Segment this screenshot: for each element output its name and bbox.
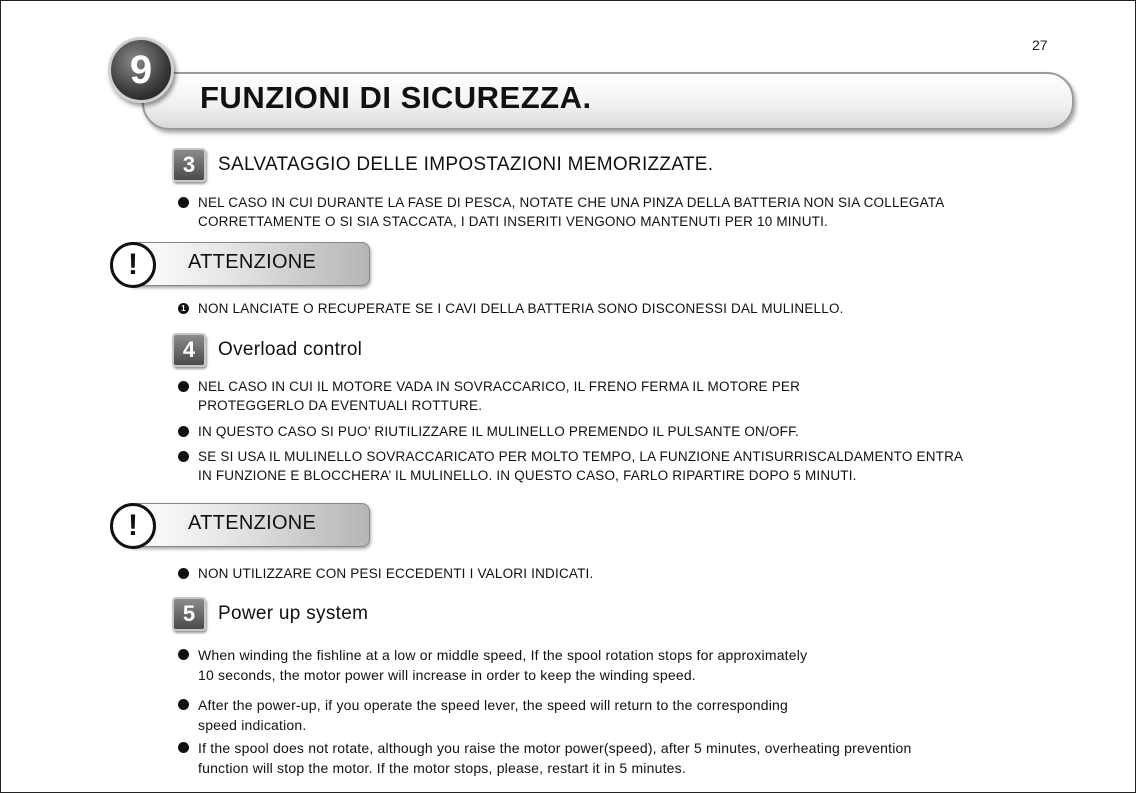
bullet-icon — [178, 649, 189, 660]
bullet-icon — [178, 451, 189, 462]
list-item-line: NEL CASO IN CUI IL MOTORE VADA IN SOVRACCARICO, IL FRENO FERMA IL MOTORE PER — [198, 379, 801, 394]
bullet-icon — [178, 699, 189, 710]
list-item-line: NON UTILIZZARE CON PESI ECCEDENTI I VALORI INDICATI. — [198, 566, 594, 581]
list-item-line: CORRETTAMENTE O SI SIA STACCATA, I DATI INSERITI VENGONO MANTENUTI PER 10 MINUTI. — [198, 214, 829, 229]
exclamation-icon: ! — [110, 242, 156, 288]
section-heading-3 — [172, 148, 713, 182]
chapter-title: FUNZIONI DI SICUREZZA. — [200, 80, 592, 115]
attention-banner — [110, 242, 370, 286]
list-item — [178, 645, 807, 685]
list-item-line: PROTEGGERLO DA EVENTUALI ROTTURE. — [198, 398, 483, 413]
bullet-icon — [178, 568, 189, 579]
list-item — [178, 447, 963, 485]
bullet-icon — [178, 426, 189, 437]
list-item — [178, 193, 944, 231]
list-item — [178, 422, 799, 441]
exclamation-icon: ! — [110, 503, 156, 549]
section-number-badge: 3 — [172, 148, 206, 182]
page-number: 27 — [1032, 37, 1048, 53]
list-item-line: After the power-up, if you operate the speed lever, the speed will return to the corresponding — [198, 697, 789, 713]
list-item-line: When winding the fishline at a low or middle speed, If the spool rotation stops for approximately — [198, 647, 808, 663]
attention-banner — [110, 503, 370, 547]
section-number-badge: 5 — [172, 597, 206, 631]
list-item-line: function will stop the motor. If the motor stops, please, restart it in 5 minutes. — [198, 760, 686, 776]
list-item-line: IN QUESTO CASO SI PUO’ RIUTILIZZARE IL MULINELLO PREMENDO IL PULSANTE ON/OFF. — [198, 424, 800, 439]
list-item-line: 10 seconds, the motor power will increase in order to keep the winding speed. — [198, 667, 696, 683]
list-item — [178, 738, 911, 778]
list-item-line: NEL CASO IN CUI DURANTE LA FASE DI PESCA, NOTATE CHE UNA PINZA DELLA BATTERIA NON SIA COLLEGATA — [198, 195, 945, 210]
section-heading-5 — [172, 597, 368, 631]
bullet-icon — [178, 742, 189, 753]
list-item — [178, 695, 788, 735]
attention-label: ATTENZIONE — [188, 251, 317, 273]
section-title: SALVATAGGIO DELLE IMPOSTAZIONI MEMORIZZATE. — [218, 154, 714, 175]
list-item — [178, 564, 593, 583]
list-item-line: speed indication. — [198, 717, 307, 733]
numbered-bullet-icon: 1 — [178, 303, 189, 314]
bullet-icon — [178, 381, 189, 392]
section-number-badge: 4 — [172, 333, 206, 367]
attention-label: ATTENZIONE — [188, 512, 317, 534]
list-item-line: SE SI USA IL MULINELLO SOVRACCARICATO PER MOLTO TEMPO, LA FUNZIONE ANTISURRISCALDAMENTO ENTRA — [198, 449, 964, 464]
list-item-line: NON LANCIATE O RECUPERATE SE I CAVI DELLA BATTERIA SONO DISCONESSI DAL MULINELLO. — [198, 301, 844, 316]
list-item — [178, 299, 844, 318]
section-title: Power up system — [218, 603, 369, 624]
chapter-number-badge: 9 — [108, 37, 174, 103]
bullet-icon — [178, 197, 189, 208]
section-title: Overload control — [218, 339, 363, 360]
list-item-line: If the spool does not rotate, although you raise the motor power(speed), after 5 minutes, overheating prevention — [198, 740, 912, 756]
list-item-line: IN FUNZIONE E BLOCCHERA’ IL MULINELLO. IN QUESTO CASO, FARLO RIPARTIRE DOPO 5 MINUTI. — [198, 468, 857, 483]
list-item — [178, 377, 800, 415]
section-heading-4 — [172, 333, 362, 367]
